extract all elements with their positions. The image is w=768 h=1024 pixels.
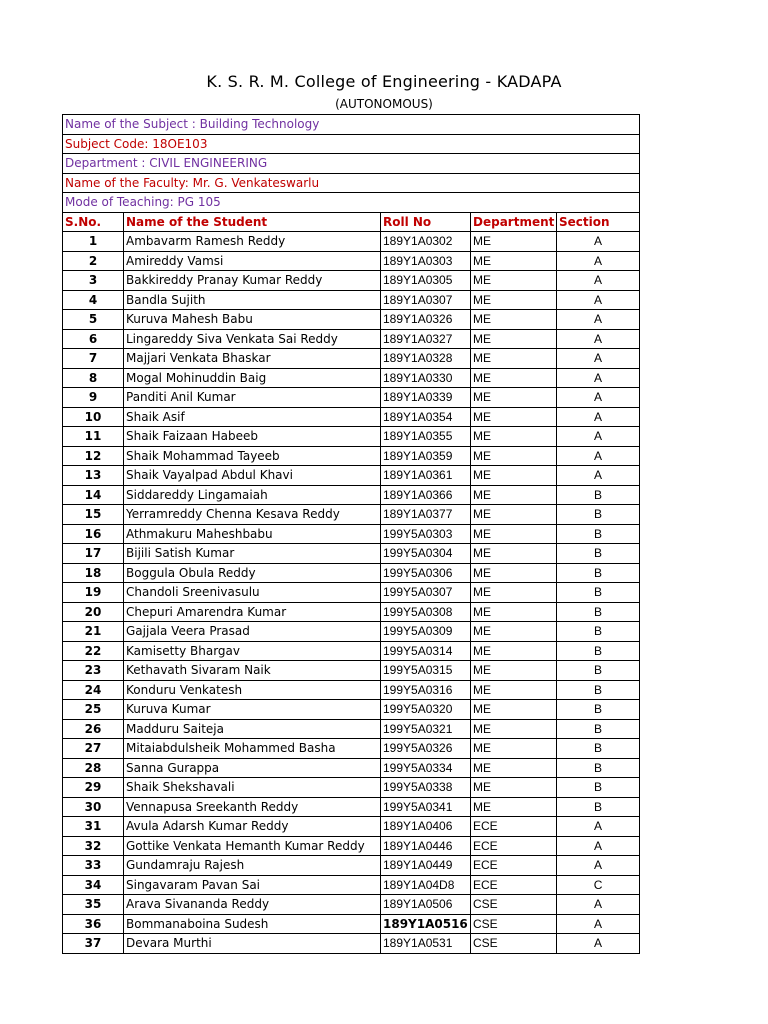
subject-name: Name of the Subject : Building Technology xyxy=(63,115,640,135)
row-section: A xyxy=(557,232,640,252)
row-roll-no: 199Y5A0321 xyxy=(381,719,471,739)
row-department: ME xyxy=(471,778,557,798)
row-sno: 31 xyxy=(63,817,124,837)
row-section: A xyxy=(557,368,640,388)
row-sno: 2 xyxy=(63,251,124,271)
row-student-name: Shaik Shekshavali xyxy=(124,778,381,798)
table-row xyxy=(63,427,640,447)
row-sno: 30 xyxy=(63,797,124,817)
row-section: A xyxy=(557,836,640,856)
row-section: A xyxy=(557,914,640,934)
row-sno: 8 xyxy=(63,368,124,388)
table-row xyxy=(63,310,640,330)
table-row xyxy=(63,505,640,525)
row-department: ME xyxy=(471,719,557,739)
row-sno: 12 xyxy=(63,446,124,466)
row-roll-no: 199Y5A0308 xyxy=(381,602,471,622)
table-row xyxy=(63,368,640,388)
row-section: A xyxy=(557,407,640,427)
row-department: ME xyxy=(471,232,557,252)
row-student-name: Devara Murthi xyxy=(124,934,381,954)
row-roll-no: 199Y5A0304 xyxy=(381,544,471,564)
row-roll-no: 189Y1A0328 xyxy=(381,349,471,369)
row-student-name: Athmakuru Maheshbabu xyxy=(124,524,381,544)
subject-code: Subject Code: 18OE103 xyxy=(63,134,640,154)
row-student-name: Sanna Gurappa xyxy=(124,758,381,778)
row-roll-no: 189Y1A0339 xyxy=(381,388,471,408)
row-sno: 20 xyxy=(63,602,124,622)
row-department: ECE xyxy=(471,875,557,895)
row-department: ME xyxy=(471,524,557,544)
row-department: ME xyxy=(471,544,557,564)
row-student-name: Chandoli Sreenivasulu xyxy=(124,583,381,603)
row-student-name: Singavaram Pavan Sai xyxy=(124,875,381,895)
row-roll-no: 189Y1A0302 xyxy=(381,232,471,252)
row-section: B xyxy=(557,505,640,525)
row-section: A xyxy=(557,349,640,369)
row-section: B xyxy=(557,524,640,544)
row-department: ME xyxy=(471,290,557,310)
row-section: A xyxy=(557,934,640,954)
row-roll-no: 199Y5A0303 xyxy=(381,524,471,544)
row-roll-no: 189Y1A0377 xyxy=(381,505,471,525)
row-student-name: Siddareddy Lingamaiah xyxy=(124,485,381,505)
row-department: ECE xyxy=(471,856,557,876)
row-section: A xyxy=(557,817,640,837)
row-section: A xyxy=(557,856,640,876)
row-department: ME xyxy=(471,563,557,583)
row-sno: 22 xyxy=(63,641,124,661)
mode-of-teaching: Mode of Teaching: PG 105 xyxy=(63,193,640,213)
row-roll-no: 189Y1A0307 xyxy=(381,290,471,310)
row-section: C xyxy=(557,875,640,895)
table-row xyxy=(63,719,640,739)
row-section: B xyxy=(557,622,640,642)
row-section: B xyxy=(557,583,640,603)
row-roll-no: 189Y1A0506 xyxy=(381,895,471,915)
row-section: A xyxy=(557,895,640,915)
row-department: ME xyxy=(471,271,557,291)
row-section: B xyxy=(557,797,640,817)
table-row xyxy=(63,349,640,369)
row-roll-no: 189Y1A0326 xyxy=(381,310,471,330)
row-department: ME xyxy=(471,602,557,622)
row-student-name: Bommanaboina Sudesh xyxy=(124,914,381,934)
row-sno: 25 xyxy=(63,700,124,720)
table-row xyxy=(63,934,640,954)
row-roll-no: 189Y1A0406 xyxy=(381,817,471,837)
row-department: CSE xyxy=(471,934,557,954)
row-student-name: Vennapusa Sreekanth Reddy xyxy=(124,797,381,817)
row-sno: 34 xyxy=(63,875,124,895)
row-sno: 5 xyxy=(63,310,124,330)
row-department: ME xyxy=(471,505,557,525)
college-title: K. S. R. M. College of Engineering - KADAPA xyxy=(206,72,562,91)
row-section: B xyxy=(557,758,640,778)
row-sno: 3 xyxy=(63,271,124,291)
table-row xyxy=(63,466,640,486)
row-section: A xyxy=(557,329,640,349)
row-department: ME xyxy=(471,758,557,778)
row-department: ME xyxy=(471,446,557,466)
row-department: ME xyxy=(471,797,557,817)
row-section: B xyxy=(557,700,640,720)
row-student-name: Amireddy Vamsi xyxy=(124,251,381,271)
department-name: Department : CIVIL ENGINEERING xyxy=(63,154,640,174)
row-department: CSE xyxy=(471,895,557,915)
row-section: A xyxy=(557,466,640,486)
faculty-name: Name of the Faculty: Mr. G. Venkateswarlu xyxy=(63,173,640,193)
row-roll-no: 189Y1A0516 xyxy=(381,914,471,934)
row-section: B xyxy=(557,680,640,700)
col-dept-header: Department xyxy=(471,212,557,232)
row-roll-no: 199Y5A0314 xyxy=(381,641,471,661)
row-student-name: Chepuri Amarendra Kumar xyxy=(124,602,381,622)
table-row xyxy=(63,700,640,720)
row-roll-no: 189Y1A0305 xyxy=(381,271,471,291)
row-department: ME xyxy=(471,368,557,388)
row-department: ME xyxy=(471,466,557,486)
row-sno: 26 xyxy=(63,719,124,739)
row-sno: 36 xyxy=(63,914,124,934)
row-section: B xyxy=(557,641,640,661)
row-section: A xyxy=(557,310,640,330)
table-row xyxy=(63,817,640,837)
table-row xyxy=(63,797,640,817)
row-sno: 6 xyxy=(63,329,124,349)
col-name-header: Name of the Student xyxy=(124,212,381,232)
mode-row xyxy=(63,193,640,213)
row-roll-no: 189Y1A0327 xyxy=(381,329,471,349)
col-sno-header: S.No. xyxy=(63,212,124,232)
row-sno: 28 xyxy=(63,758,124,778)
row-section: B xyxy=(557,485,640,505)
row-student-name: Bakkireddy Pranay Kumar Reddy xyxy=(124,271,381,291)
row-roll-no: 199Y5A0307 xyxy=(381,583,471,603)
table-row xyxy=(63,680,640,700)
table-row xyxy=(63,271,640,291)
row-department: ME xyxy=(471,622,557,642)
row-sno: 19 xyxy=(63,583,124,603)
table-row xyxy=(63,583,640,603)
row-department: CSE xyxy=(471,914,557,934)
row-student-name: Majjari Venkata Bhaskar xyxy=(124,349,381,369)
row-student-name: Shaik Vayalpad Abdul Khavi xyxy=(124,466,381,486)
row-department: ME xyxy=(471,251,557,271)
row-roll-no: 189Y1A0359 xyxy=(381,446,471,466)
row-roll-no: 189Y1A0446 xyxy=(381,836,471,856)
row-sno: 11 xyxy=(63,427,124,447)
row-student-name: Gottike Venkata Hemanth Kumar Reddy xyxy=(124,836,381,856)
table-row xyxy=(63,739,640,759)
row-student-name: Konduru Venkatesh xyxy=(124,680,381,700)
row-roll-no: 189Y1A0355 xyxy=(381,427,471,447)
row-section: B xyxy=(557,661,640,681)
row-student-name: Mogal Mohinuddin Baig xyxy=(124,368,381,388)
row-student-name: Yerramreddy Chenna Kesava Reddy xyxy=(124,505,381,525)
row-sno: 37 xyxy=(63,934,124,954)
row-roll-no: 199Y5A0320 xyxy=(381,700,471,720)
row-section: B xyxy=(557,563,640,583)
table-row xyxy=(63,290,640,310)
table-row xyxy=(63,407,640,427)
table-row xyxy=(63,544,640,564)
row-section: A xyxy=(557,290,640,310)
row-sno: 18 xyxy=(63,563,124,583)
col-roll-header: Roll No xyxy=(381,212,471,232)
row-sno: 13 xyxy=(63,466,124,486)
row-department: ME xyxy=(471,700,557,720)
row-roll-no: 189Y1A0366 xyxy=(381,485,471,505)
row-department: ME xyxy=(471,485,557,505)
table-row xyxy=(63,836,640,856)
table-row xyxy=(63,641,640,661)
row-roll-no: 199Y5A0341 xyxy=(381,797,471,817)
row-student-name: Kethavath Sivaram Naik xyxy=(124,661,381,681)
row-sno: 17 xyxy=(63,544,124,564)
row-roll-no: 199Y5A0326 xyxy=(381,739,471,759)
row-sno: 7 xyxy=(63,349,124,369)
row-roll-no: 199Y5A0315 xyxy=(381,661,471,681)
table-row xyxy=(63,661,640,681)
row-department: ME xyxy=(471,349,557,369)
row-department: ME xyxy=(471,661,557,681)
row-sno: 24 xyxy=(63,680,124,700)
row-department: ME xyxy=(471,583,557,603)
row-section: B xyxy=(557,719,640,739)
table-row xyxy=(63,875,640,895)
header-row xyxy=(63,212,640,232)
row-roll-no: 199Y5A0338 xyxy=(381,778,471,798)
row-sno: 23 xyxy=(63,661,124,681)
table-row xyxy=(63,778,640,798)
row-student-name: Shaik Faizaan Habeeb xyxy=(124,427,381,447)
row-student-name: Panditi Anil Kumar xyxy=(124,388,381,408)
row-student-name: Ambavarm Ramesh Reddy xyxy=(124,232,381,252)
row-sno: 15 xyxy=(63,505,124,525)
row-sno: 1 xyxy=(63,232,124,252)
row-student-name: Kamisetty Bhargav xyxy=(124,641,381,661)
table-row xyxy=(63,914,640,934)
row-section: A xyxy=(557,388,640,408)
row-student-name: Gajjala Veera Prasad xyxy=(124,622,381,642)
student-table xyxy=(62,114,640,954)
row-roll-no: 189Y1A04D8 xyxy=(381,875,471,895)
row-student-name: Shaik Mohammad Tayeeb xyxy=(124,446,381,466)
table-row xyxy=(63,602,640,622)
row-department: ME xyxy=(471,427,557,447)
row-roll-no: 189Y1A0361 xyxy=(381,466,471,486)
row-section: A xyxy=(557,427,640,447)
row-department: ECE xyxy=(471,817,557,837)
row-roll-no: 199Y5A0316 xyxy=(381,680,471,700)
row-section: B xyxy=(557,602,640,622)
row-sno: 32 xyxy=(63,836,124,856)
table-row xyxy=(63,524,640,544)
row-section: B xyxy=(557,739,640,759)
row-section: A xyxy=(557,251,640,271)
row-sno: 9 xyxy=(63,388,124,408)
table-row xyxy=(63,232,640,252)
table-row xyxy=(63,388,640,408)
row-department: ECE xyxy=(471,836,557,856)
row-department: ME xyxy=(471,329,557,349)
row-student-name: Bijili Satish Kumar xyxy=(124,544,381,564)
row-student-name: Madduru Saiteja xyxy=(124,719,381,739)
table-row xyxy=(63,622,640,642)
subject-code-row xyxy=(63,134,640,154)
table-row xyxy=(63,485,640,505)
autonomous-label: (AUTONOMOUS) xyxy=(335,97,433,111)
row-section: A xyxy=(557,271,640,291)
table-row xyxy=(63,563,640,583)
row-student-name: Bandla Sujith xyxy=(124,290,381,310)
row-department: ME xyxy=(471,739,557,759)
table-row xyxy=(63,251,640,271)
row-sno: 35 xyxy=(63,895,124,915)
row-sno: 4 xyxy=(63,290,124,310)
row-sno: 16 xyxy=(63,524,124,544)
table-row xyxy=(63,329,640,349)
row-student-name: Mitaiabdulsheik Mohammed Basha xyxy=(124,739,381,759)
table-row xyxy=(63,758,640,778)
row-roll-no: 189Y1A0531 xyxy=(381,934,471,954)
row-student-name: Kuruva Kumar xyxy=(124,700,381,720)
row-department: ME xyxy=(471,310,557,330)
table-row xyxy=(63,446,640,466)
faculty-row xyxy=(63,173,640,193)
row-department: ME xyxy=(471,388,557,408)
row-sno: 21 xyxy=(63,622,124,642)
row-roll-no: 189Y1A0449 xyxy=(381,856,471,876)
col-section-header: Section xyxy=(557,212,640,232)
subject-row xyxy=(63,115,640,135)
row-roll-no: 189Y1A0330 xyxy=(381,368,471,388)
row-roll-no: 199Y5A0306 xyxy=(381,563,471,583)
row-section: B xyxy=(557,544,640,564)
row-department: ME xyxy=(471,407,557,427)
row-student-name: Boggula Obula Reddy xyxy=(124,563,381,583)
department-row xyxy=(63,154,640,174)
table-row xyxy=(63,895,640,915)
row-student-name: Shaik Asif xyxy=(124,407,381,427)
row-section: A xyxy=(557,446,640,466)
row-student-name: Avula Adarsh Kumar Reddy xyxy=(124,817,381,837)
row-department: ME xyxy=(471,680,557,700)
row-roll-no: 189Y1A0354 xyxy=(381,407,471,427)
row-student-name: Kuruva Mahesh Babu xyxy=(124,310,381,330)
row-sno: 10 xyxy=(63,407,124,427)
row-sno: 14 xyxy=(63,485,124,505)
row-sno: 29 xyxy=(63,778,124,798)
row-student-name: Arava Sivananda Reddy xyxy=(124,895,381,915)
table-row xyxy=(63,856,640,876)
row-student-name: Gundamraju Rajesh xyxy=(124,856,381,876)
row-roll-no: 199Y5A0309 xyxy=(381,622,471,642)
row-student-name: Lingareddy Siva Venkata Sai Reddy xyxy=(124,329,381,349)
row-sno: 27 xyxy=(63,739,124,759)
row-sno: 33 xyxy=(63,856,124,876)
row-roll-no: 199Y5A0334 xyxy=(381,758,471,778)
row-department: ME xyxy=(471,641,557,661)
row-roll-no: 189Y1A0303 xyxy=(381,251,471,271)
row-section: B xyxy=(557,778,640,798)
